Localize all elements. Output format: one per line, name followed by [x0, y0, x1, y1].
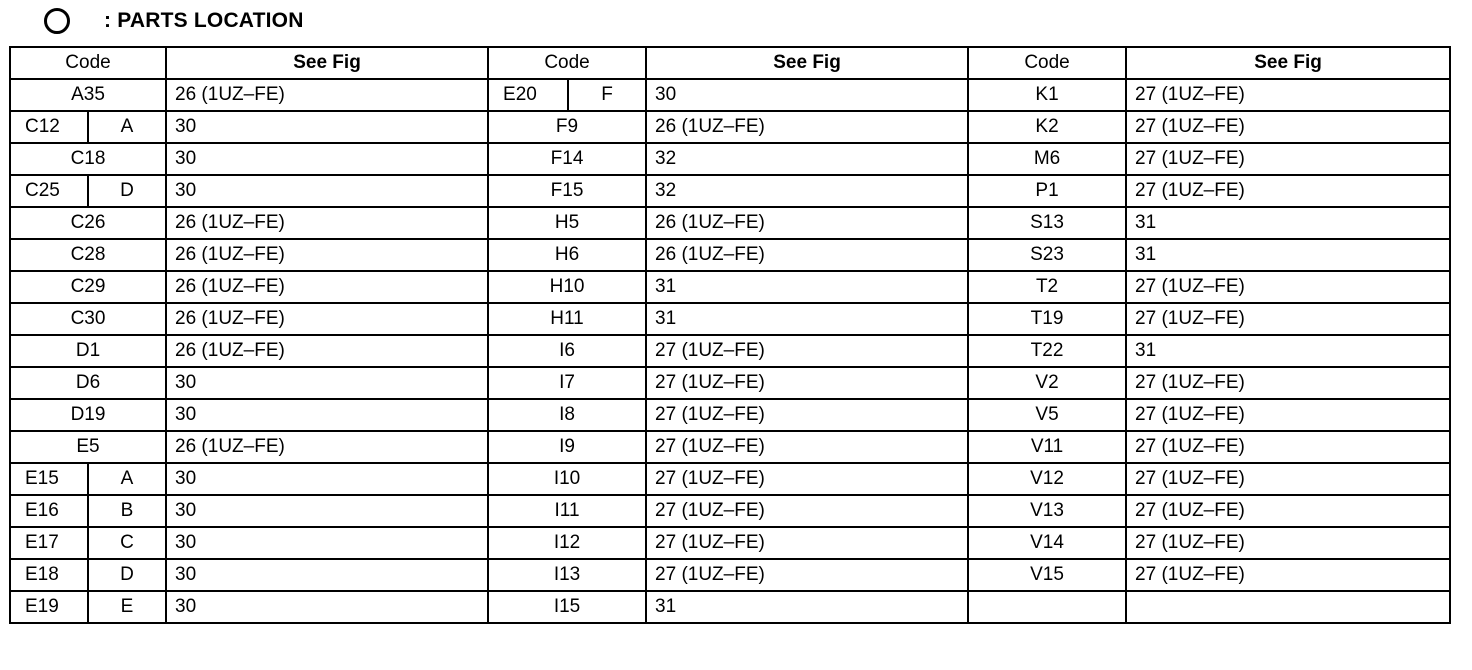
part-code: E18 — [10, 559, 88, 591]
part-code: I13 — [488, 559, 646, 591]
part-code: I12 — [488, 527, 646, 559]
part-code: E16 — [10, 495, 88, 527]
see-fig-value: 32 — [646, 143, 968, 175]
see-fig-value: 26 (1UZ–FE) — [646, 239, 968, 271]
part-code: M6 — [968, 143, 1126, 175]
see-fig-value: 27 (1UZ–FE) — [1126, 175, 1450, 207]
table-row — [10, 591, 1450, 623]
see-fig-value: 30 — [166, 463, 488, 495]
connector-letter: C — [88, 527, 166, 559]
table-row — [10, 175, 1450, 207]
part-code: I6 — [488, 335, 646, 367]
part-code: S23 — [968, 239, 1126, 271]
see-fig-value: 27 (1UZ–FE) — [646, 463, 968, 495]
see-fig-value: 27 (1UZ–FE) — [1126, 463, 1450, 495]
connector-letter: A — [88, 463, 166, 495]
table-row — [10, 495, 1450, 527]
part-code: C18 — [10, 143, 166, 175]
table-row — [10, 335, 1450, 367]
part-code: D6 — [10, 367, 166, 399]
table-row — [10, 303, 1450, 335]
see-fig-value: 30 — [166, 559, 488, 591]
see-fig-header: See Fig — [166, 47, 488, 79]
table-header-row — [10, 47, 1450, 79]
table-row — [10, 79, 1450, 111]
table-row — [10, 143, 1450, 175]
part-code: D19 — [10, 399, 166, 431]
table-row — [10, 431, 1450, 463]
see-fig-value: 27 (1UZ–FE) — [1126, 431, 1450, 463]
see-fig-value: 27 (1UZ–FE) — [1126, 79, 1450, 111]
see-fig-value: 27 (1UZ–FE) — [1126, 399, 1450, 431]
code-header: Code — [968, 47, 1126, 79]
see-fig-value: 27 (1UZ–FE) — [646, 559, 968, 591]
part-code: E20 — [488, 79, 568, 111]
part-code: E15 — [10, 463, 88, 495]
table-row — [10, 399, 1450, 431]
see-fig-value: 30 — [166, 111, 488, 143]
see-fig-value: 32 — [646, 175, 968, 207]
part-code: H5 — [488, 207, 646, 239]
part-code: V15 — [968, 559, 1126, 591]
connector-letter: E — [88, 591, 166, 623]
see-fig-value — [1126, 591, 1450, 623]
part-code: T19 — [968, 303, 1126, 335]
connector-letter: B — [88, 495, 166, 527]
part-code: C28 — [10, 239, 166, 271]
see-fig-value: 27 (1UZ–FE) — [1126, 111, 1450, 143]
part-code: V2 — [968, 367, 1126, 399]
see-fig-value: 27 (1UZ–FE) — [1126, 143, 1450, 175]
part-code: C26 — [10, 207, 166, 239]
see-fig-value: 31 — [1126, 335, 1450, 367]
part-code: V13 — [968, 495, 1126, 527]
see-fig-value: 30 — [646, 79, 968, 111]
see-fig-value: 27 (1UZ–FE) — [646, 335, 968, 367]
table-row — [10, 271, 1450, 303]
see-fig-value: 26 (1UZ–FE) — [166, 207, 488, 239]
see-fig-value: 27 (1UZ–FE) — [646, 495, 968, 527]
part-code: I10 — [488, 463, 646, 495]
connector-letter: F — [568, 79, 646, 111]
part-code: E5 — [10, 431, 166, 463]
part-code: I8 — [488, 399, 646, 431]
table-row — [10, 207, 1450, 239]
see-fig-value: 31 — [1126, 239, 1450, 271]
table-row — [10, 463, 1450, 495]
part-code: D1 — [10, 335, 166, 367]
part-code: P1 — [968, 175, 1126, 207]
part-code — [968, 591, 1126, 623]
see-fig-value: 27 (1UZ–FE) — [1126, 367, 1450, 399]
see-fig-value: 26 (1UZ–FE) — [166, 431, 488, 463]
see-fig-value: 27 (1UZ–FE) — [646, 367, 968, 399]
table-row — [10, 367, 1450, 399]
part-code: C29 — [10, 271, 166, 303]
part-code: I11 — [488, 495, 646, 527]
part-code: C30 — [10, 303, 166, 335]
connector-letter: A — [88, 111, 166, 143]
see-fig-value: 31 — [646, 271, 968, 303]
see-fig-value: 30 — [166, 399, 488, 431]
see-fig-value: 30 — [166, 175, 488, 207]
see-fig-value: 26 (1UZ–FE) — [166, 335, 488, 367]
part-code: A35 — [10, 79, 166, 111]
table-row — [10, 111, 1450, 143]
table-row — [10, 559, 1450, 591]
part-code: S13 — [968, 207, 1126, 239]
see-fig-value: 26 (1UZ–FE) — [646, 207, 968, 239]
see-fig-value: 30 — [166, 495, 488, 527]
part-code: V14 — [968, 527, 1126, 559]
part-code: V12 — [968, 463, 1126, 495]
see-fig-value: 27 (1UZ–FE) — [1126, 527, 1450, 559]
code-header: Code — [10, 47, 166, 79]
part-code: C12 — [10, 111, 88, 143]
part-code: I9 — [488, 431, 646, 463]
see-fig-value: 26 (1UZ–FE) — [166, 303, 488, 335]
see-fig-value: 27 (1UZ–FE) — [646, 527, 968, 559]
page-header — [44, 6, 304, 36]
see-fig-value: 27 (1UZ–FE) — [1126, 495, 1450, 527]
part-code: H10 — [488, 271, 646, 303]
see-fig-value: 27 (1UZ–FE) — [1126, 271, 1450, 303]
see-fig-value: 31 — [646, 591, 968, 623]
table-row — [10, 527, 1450, 559]
code-header: Code — [488, 47, 646, 79]
part-code: F15 — [488, 175, 646, 207]
see-fig-value: 31 — [646, 303, 968, 335]
part-code: H11 — [488, 303, 646, 335]
see-fig-header: See Fig — [646, 47, 968, 79]
part-code: E17 — [10, 527, 88, 559]
table-row — [10, 239, 1450, 271]
see-fig-value: 26 (1UZ–FE) — [166, 239, 488, 271]
part-code: K1 — [968, 79, 1126, 111]
see-fig-value: 26 (1UZ–FE) — [646, 111, 968, 143]
part-code: V5 — [968, 399, 1126, 431]
see-fig-value: 26 (1UZ–FE) — [166, 271, 488, 303]
circle-icon — [44, 8, 70, 34]
part-code: H6 — [488, 239, 646, 271]
see-fig-value: 26 (1UZ–FE) — [166, 79, 488, 111]
part-code: F9 — [488, 111, 646, 143]
see-fig-value: 27 (1UZ–FE) — [646, 431, 968, 463]
see-fig-value: 27 (1UZ–FE) — [646, 399, 968, 431]
part-code: E19 — [10, 591, 88, 623]
page-title: : PARTS LOCATION — [104, 9, 304, 32]
part-code: F14 — [488, 143, 646, 175]
see-fig-value: 27 (1UZ–FE) — [1126, 559, 1450, 591]
part-code: V11 — [968, 431, 1126, 463]
part-code: T2 — [968, 271, 1126, 303]
connector-letter: D — [88, 175, 166, 207]
part-code: I7 — [488, 367, 646, 399]
see-fig-value: 30 — [166, 143, 488, 175]
part-code: I15 — [488, 591, 646, 623]
part-code: T22 — [968, 335, 1126, 367]
connector-letter: D — [88, 559, 166, 591]
parts-location-table — [9, 46, 1451, 624]
see-fig-value: 30 — [166, 367, 488, 399]
part-code: C25 — [10, 175, 88, 207]
see-fig-value: 31 — [1126, 207, 1450, 239]
see-fig-value: 27 (1UZ–FE) — [1126, 303, 1450, 335]
see-fig-header: See Fig — [1126, 47, 1450, 79]
see-fig-value: 30 — [166, 527, 488, 559]
part-code: K2 — [968, 111, 1126, 143]
see-fig-value: 30 — [166, 591, 488, 623]
